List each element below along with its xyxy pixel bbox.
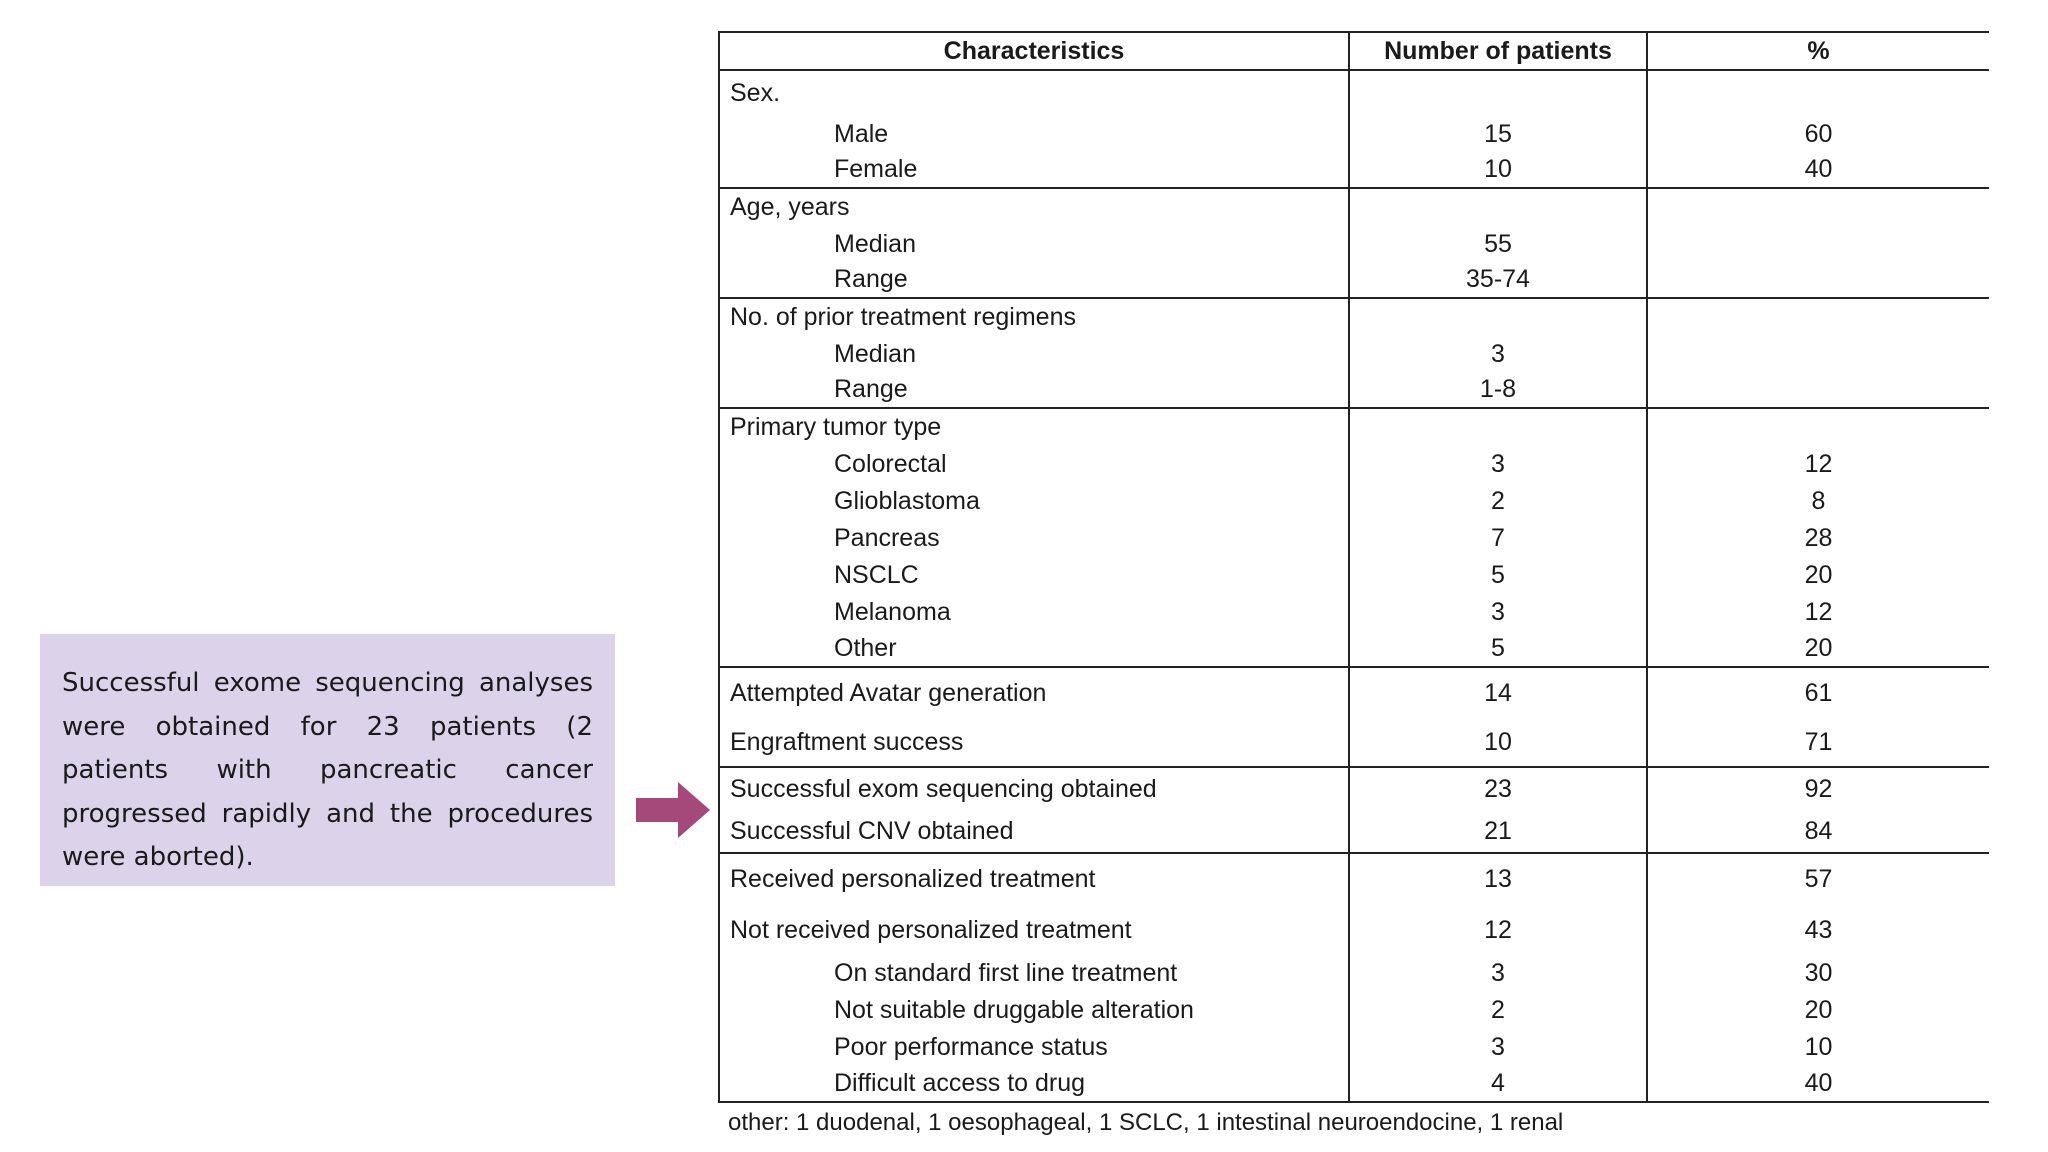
row-count: 3 bbox=[1349, 336, 1647, 372]
row-label: Median bbox=[719, 226, 1349, 262]
table-row bbox=[719, 853, 1989, 905]
table-row bbox=[719, 262, 1989, 298]
row-label: Successful exom sequencing obtained bbox=[719, 767, 1349, 811]
row-count: 1-8 bbox=[1349, 372, 1647, 408]
row-count: 10 bbox=[1349, 152, 1647, 188]
table-row bbox=[719, 116, 1989, 152]
table-row bbox=[719, 152, 1989, 188]
row-count: 3 bbox=[1349, 446, 1647, 483]
row-percent: 84 bbox=[1647, 811, 1989, 853]
table-row bbox=[719, 992, 1989, 1029]
row-label: Other bbox=[719, 631, 1349, 667]
table-row bbox=[719, 811, 1989, 853]
row-count: 5 bbox=[1349, 631, 1647, 667]
row-percent: 20 bbox=[1647, 992, 1989, 1029]
row-percent: 28 bbox=[1647, 520, 1989, 557]
row-count: 2 bbox=[1349, 483, 1647, 520]
group-age bbox=[719, 188, 1989, 298]
row-count: 4 bbox=[1349, 1066, 1647, 1102]
row-count: 3 bbox=[1349, 594, 1647, 631]
row-label: Difficult access to drug bbox=[719, 1066, 1349, 1102]
table-row bbox=[719, 336, 1989, 372]
row-label: Median bbox=[719, 336, 1349, 372]
row-percent: 30 bbox=[1647, 955, 1989, 992]
table-row bbox=[719, 905, 1989, 955]
row-label: NSCLC bbox=[719, 557, 1349, 594]
row-count: 3 bbox=[1349, 1029, 1647, 1066]
row-label: Poor performance status bbox=[719, 1029, 1349, 1066]
row-count: 5 bbox=[1349, 557, 1647, 594]
table-footnote: other: 1 duodenal, 1 oesophageal, 1 SCLC, 1 intestinal neuroendocine, 1 renal bbox=[728, 1109, 1564, 1136]
group-title-age: Age, years bbox=[719, 188, 1349, 226]
table-row bbox=[719, 594, 1989, 631]
row-percent: 12 bbox=[1647, 594, 1989, 631]
table-row bbox=[719, 631, 1989, 667]
table-row bbox=[719, 719, 1989, 767]
group-title-tumor-type: Primary tumor type bbox=[719, 408, 1349, 446]
row-percent: 20 bbox=[1647, 631, 1989, 667]
row-percent: 12 bbox=[1647, 446, 1989, 483]
table-row bbox=[719, 1066, 1989, 1102]
table-row bbox=[719, 667, 1989, 719]
row-label: Melanoma bbox=[719, 594, 1349, 631]
header-number-of-patients: Number of patients bbox=[1349, 32, 1647, 70]
row-percent: 92 bbox=[1647, 767, 1989, 811]
row-label: Range bbox=[719, 262, 1349, 298]
table-row bbox=[719, 446, 1989, 483]
row-percent: 57 bbox=[1647, 853, 1989, 905]
group-title-sex: Sex. bbox=[719, 70, 1349, 116]
table-row bbox=[719, 188, 1989, 226]
group-tumor-type bbox=[719, 408, 1989, 667]
table-row bbox=[719, 298, 1989, 336]
table-row bbox=[719, 483, 1989, 520]
header-percent: % bbox=[1647, 32, 1989, 70]
row-label: Attempted Avatar generation bbox=[719, 667, 1349, 719]
row-label: Colorectal bbox=[719, 446, 1349, 483]
group-sex bbox=[719, 70, 1989, 188]
group-treatment bbox=[719, 853, 1989, 1102]
table-row bbox=[719, 408, 1989, 446]
table-row bbox=[719, 767, 1989, 811]
row-label: Not received personalized treatment bbox=[719, 905, 1349, 955]
row-percent: 40 bbox=[1647, 152, 1989, 188]
row-percent: 8 bbox=[1647, 483, 1989, 520]
patient-characteristics-table bbox=[718, 31, 1989, 1103]
header-characteristics: Characteristics bbox=[719, 32, 1349, 70]
row-count: 10 bbox=[1349, 719, 1647, 767]
row-label: Successful CNV obtained bbox=[719, 811, 1349, 853]
row-count: 35-74 bbox=[1349, 262, 1647, 298]
row-percent: 20 bbox=[1647, 557, 1989, 594]
row-count: 23 bbox=[1349, 767, 1647, 811]
row-count: 2 bbox=[1349, 992, 1647, 1029]
table-row bbox=[719, 372, 1989, 408]
row-percent: 71 bbox=[1647, 719, 1989, 767]
row-label: Glioblastoma bbox=[719, 483, 1349, 520]
row-count: 7 bbox=[1349, 520, 1647, 557]
row-label: Pancreas bbox=[719, 520, 1349, 557]
table-row bbox=[719, 226, 1989, 262]
row-count: 12 bbox=[1349, 905, 1647, 955]
row-percent: 60 bbox=[1647, 116, 1989, 152]
table-row bbox=[719, 955, 1989, 992]
row-percent: 43 bbox=[1647, 905, 1989, 955]
patient-characteristics-table-container bbox=[718, 31, 1988, 1137]
summary-note-text: Successful exome sequencing analyses were obtained for 23 patients (2 patients with pancreatic cancer progressed rapidly and the procedures were aborted). bbox=[62, 668, 593, 872]
table-row bbox=[719, 557, 1989, 594]
row-count: 13 bbox=[1349, 853, 1647, 905]
table-row bbox=[719, 70, 1989, 116]
row-label: Not suitable druggable alteration bbox=[719, 992, 1349, 1029]
table-header-row bbox=[719, 32, 1989, 70]
group-sequencing bbox=[719, 767, 1989, 853]
row-label: Received personalized treatment bbox=[719, 853, 1349, 905]
arrow-shape bbox=[636, 782, 710, 838]
summary-note bbox=[40, 634, 615, 886]
right-arrow-icon bbox=[636, 782, 710, 838]
row-percent: 10 bbox=[1647, 1029, 1989, 1066]
row-count: 14 bbox=[1349, 667, 1647, 719]
group-prior-treatment bbox=[719, 298, 1989, 408]
row-label: Male bbox=[719, 116, 1349, 152]
row-count: 15 bbox=[1349, 116, 1647, 152]
group-avatar bbox=[719, 667, 1989, 767]
row-label: Range bbox=[719, 372, 1349, 408]
table-row bbox=[719, 1029, 1989, 1066]
row-percent: 40 bbox=[1647, 1066, 1989, 1102]
row-count: 21 bbox=[1349, 811, 1647, 853]
row-count: 3 bbox=[1349, 955, 1647, 992]
row-count: 55 bbox=[1349, 226, 1647, 262]
row-label: On standard first line treatment bbox=[719, 955, 1349, 992]
group-title-prior-treatment: No. of prior treatment regimens bbox=[719, 298, 1349, 336]
row-label: Female bbox=[719, 152, 1349, 188]
row-label: Engraftment success bbox=[719, 719, 1349, 767]
table-row bbox=[719, 520, 1989, 557]
row-percent: 61 bbox=[1647, 667, 1989, 719]
